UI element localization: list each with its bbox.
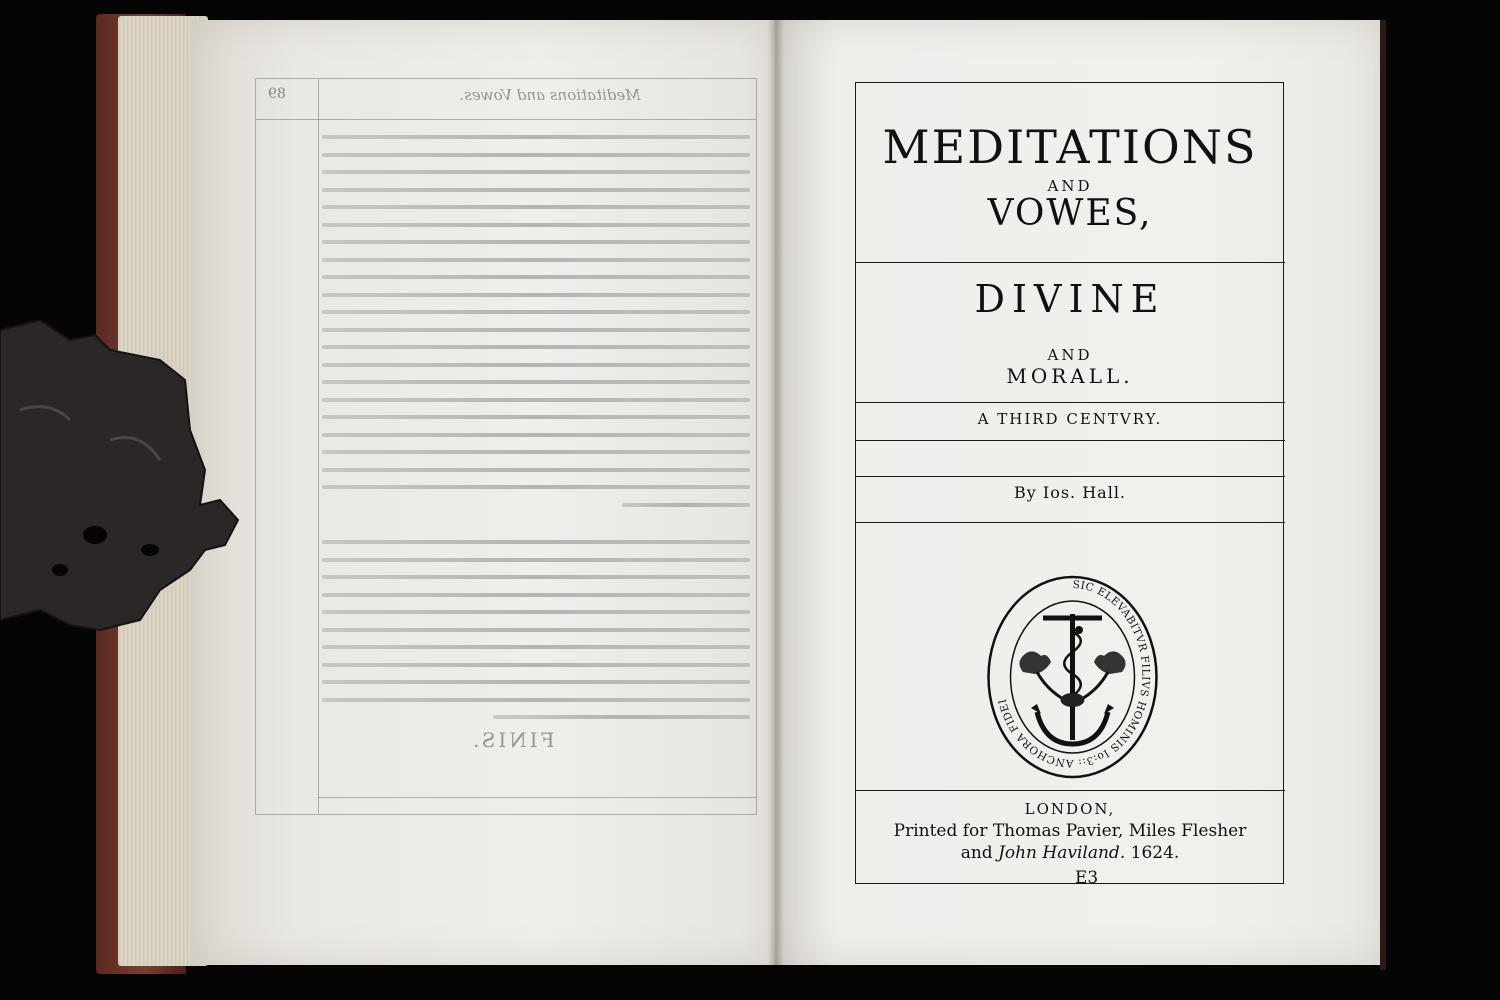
bleed-line: [493, 715, 750, 719]
bleed-line: [322, 593, 750, 597]
bleed-line: [322, 258, 750, 262]
title-meditations: MEDITATIONS: [882, 120, 1258, 174]
imprint-year: 1624.: [1130, 843, 1180, 863]
bleed-line: [322, 540, 750, 544]
imprint-line3: [855, 843, 1285, 863]
bleed-line: [322, 558, 750, 562]
bleed-line: [322, 663, 750, 667]
title-divine: DIVINE: [974, 277, 1166, 321]
title-rule: [855, 790, 1285, 791]
bleed-line: [322, 205, 750, 209]
bleed-line: [322, 468, 750, 472]
bleed-line: [322, 240, 750, 244]
bleed-line: [322, 275, 750, 279]
signature-mark: E3: [1075, 868, 1099, 888]
imprint-and: and: [960, 843, 993, 863]
bleed-line: [322, 645, 750, 649]
left-finis: FINIS.: [470, 728, 555, 752]
title-and: AND: [1047, 177, 1093, 195]
title-rule: [855, 402, 1285, 403]
bleed-line: [322, 345, 750, 349]
bleed-line: [322, 188, 750, 192]
bleed-line: [322, 223, 750, 227]
bleed-line: [322, 310, 750, 314]
bleed-line: [322, 575, 750, 579]
imprint-haviland: John Haviland.: [998, 843, 1126, 863]
bleed-line: [322, 293, 750, 297]
bleed-line: [322, 698, 750, 702]
bleed-line: [322, 380, 750, 384]
bleed-line: [322, 363, 750, 367]
bleed-line: [622, 503, 750, 507]
bleed-line: [322, 433, 750, 437]
bleed-line: [322, 610, 750, 614]
book-gutter: [768, 20, 784, 965]
book-cover-edge: [1380, 20, 1386, 970]
bleed-line: [322, 680, 750, 684]
page-clip: [0, 320, 240, 640]
bleed-line: [322, 328, 750, 332]
bleed-line: [322, 398, 750, 402]
imprint-city: LONDON,: [1024, 800, 1116, 818]
left-folio: 89: [268, 86, 286, 102]
imprint-printed-for: Printed for Thomas Pavier, Miles Flesher: [893, 821, 1247, 841]
bleed-line: [322, 485, 750, 489]
title-century: A THIRD CENTVRY.: [977, 410, 1163, 428]
title-vowes: VOWES,: [987, 193, 1153, 234]
title-author: By Ios. Hall.: [1013, 483, 1127, 502]
device-motto: SIC ELEVABITVR FILIVS HOMINIS Io:3:: ANCHORA FIDEI: [996, 578, 1152, 770]
printers-device-anchor: [985, 572, 1160, 782]
title-rule: [855, 262, 1285, 263]
bleed-line: [322, 415, 750, 419]
title-and-2: AND: [1047, 346, 1093, 364]
title-morall: MORALL.: [1006, 364, 1134, 388]
bleed-line: [322, 628, 750, 632]
bleed-line: [322, 135, 750, 139]
left-running-head: Meditations and Vowes.: [459, 86, 641, 104]
bleed-line: [322, 450, 750, 454]
title-rule: [855, 476, 1285, 477]
left-bleed-text-block: [322, 135, 750, 733]
bleed-line: [322, 170, 750, 174]
bleed-line: [322, 153, 750, 157]
title-rule: [855, 440, 1285, 441]
title-rule: [855, 522, 1285, 523]
